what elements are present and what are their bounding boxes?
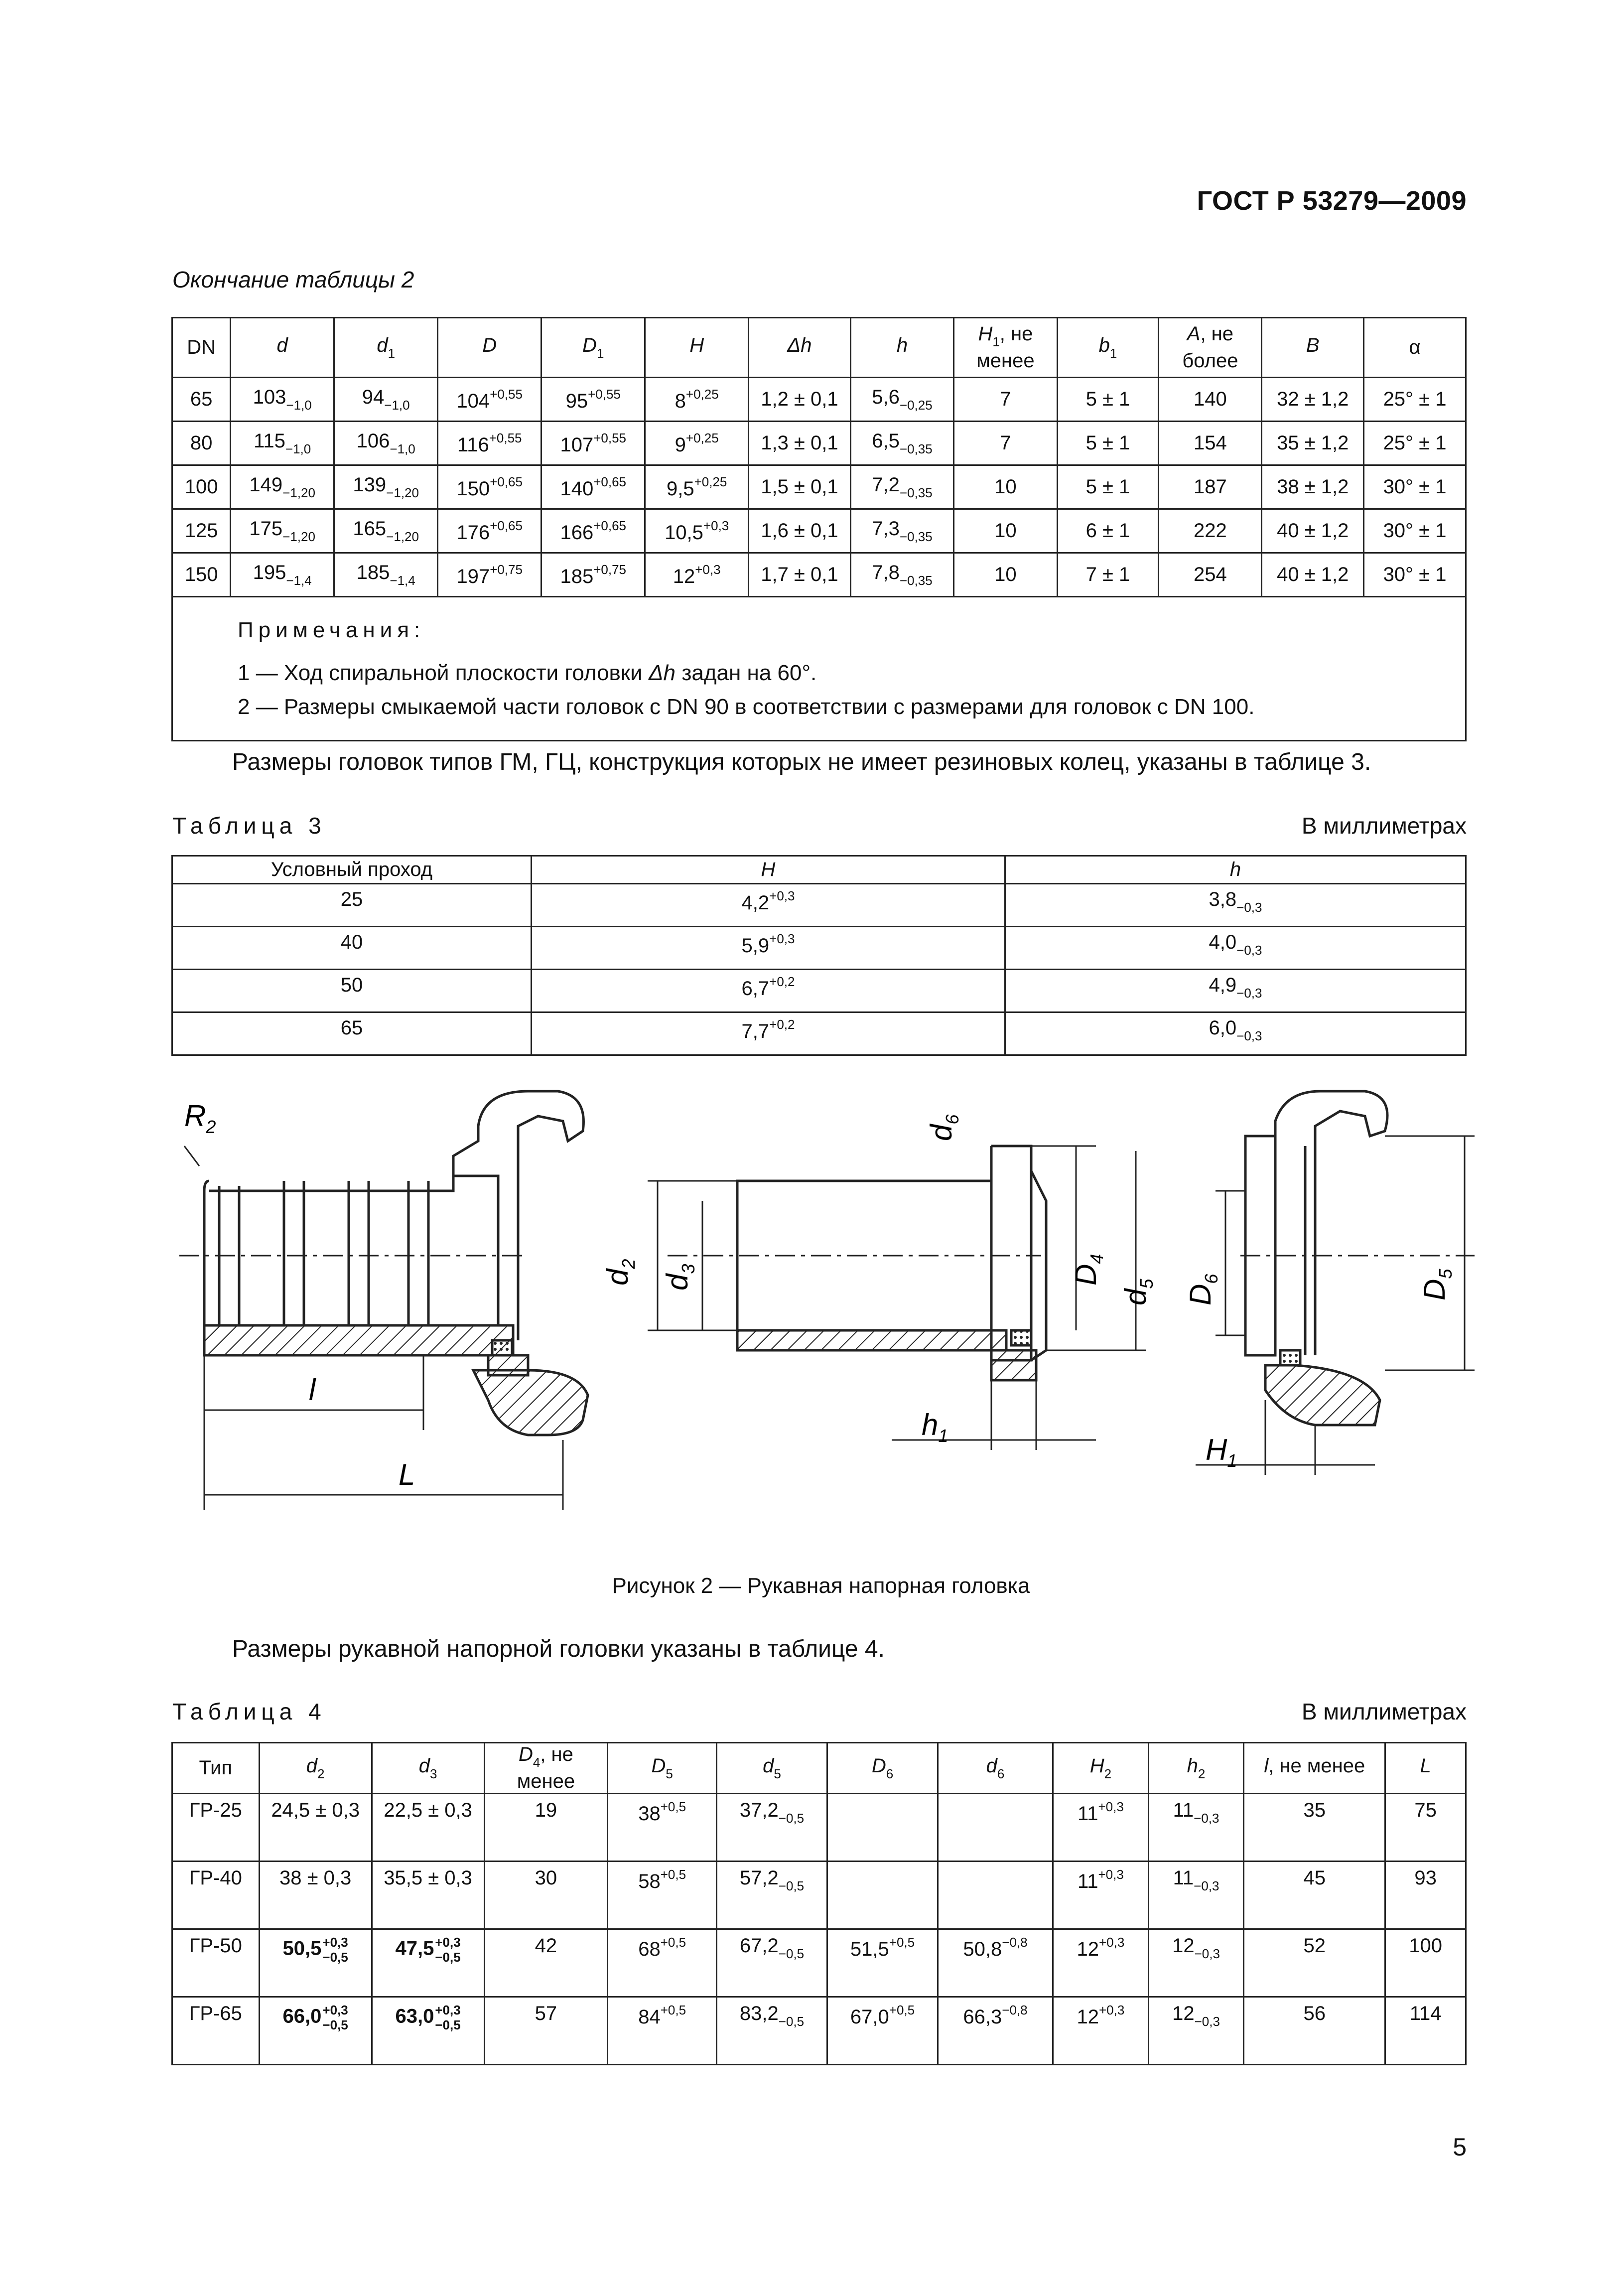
t4-header-8: $H_2$ bbox=[1053, 1743, 1149, 1794]
t2-header-3: D bbox=[438, 318, 541, 378]
cell-L: 114 bbox=[1385, 1997, 1466, 2065]
t3-header-dn: Условный проход bbox=[172, 856, 532, 884]
label-D5: $D_5$ bbox=[1418, 1269, 1456, 1300]
page-number: 5 bbox=[1453, 2133, 1467, 2161]
cell-l: 52 bbox=[1244, 1929, 1385, 1997]
view-middle bbox=[737, 1146, 1046, 1380]
cell-H1: 10 bbox=[954, 465, 1057, 509]
table-row bbox=[172, 884, 1466, 927]
cell-h2: $11_{-0,3}$ bbox=[1148, 1794, 1244, 1862]
cell-D1: $185^{+0,75}$ bbox=[541, 553, 645, 597]
cell-D5: $68^{+0,5}$ bbox=[608, 1929, 717, 1997]
label-h1: $h_1$ bbox=[922, 1408, 948, 1446]
cell-alpha: 30° ± 1 bbox=[1364, 509, 1466, 553]
cell-d3: 47,5 +0,3 −0,5 bbox=[372, 1929, 484, 1997]
cell-h: $4,9_{-0,3}$ bbox=[1005, 970, 1466, 1012]
cell-D4: 57 bbox=[484, 1997, 608, 2065]
label-d5: $d_5$ bbox=[1119, 1279, 1157, 1305]
t4-header-0: Тип bbox=[172, 1743, 260, 1794]
t3-header-H: H bbox=[532, 856, 1005, 884]
table-row bbox=[172, 553, 1466, 597]
cell-H: $10,5^{+0,3}$ bbox=[645, 509, 749, 553]
table-row bbox=[172, 1012, 1466, 1055]
cell-d6 bbox=[938, 1794, 1053, 1862]
cell-H2: $11^{+0,3}$ bbox=[1053, 1862, 1149, 1929]
cell-D5: $58^{+0,5}$ bbox=[608, 1862, 717, 1929]
cell-d2: 50,5 +0,3 −0,5 bbox=[259, 1929, 372, 1997]
cell-d6: $50,8^{-0,8}$ bbox=[938, 1929, 1053, 1997]
cell-d5: $83,2_{-0,5}$ bbox=[717, 1997, 827, 2065]
view-right bbox=[1245, 1091, 1387, 1425]
cell-d5: $37,2_{-0,5}$ bbox=[717, 1794, 827, 1862]
cell-dh: 1,5 ± 0,1 bbox=[749, 465, 851, 509]
table2-caption: Окончание таблицы 2 bbox=[172, 267, 414, 292]
cell-alpha: 30° ± 1 bbox=[1364, 465, 1466, 509]
cell-B: 32 ± 1,2 bbox=[1262, 378, 1364, 422]
cell-H: $9,5^{+0,25}$ bbox=[645, 465, 749, 509]
cell-b1: 6 ± 1 bbox=[1057, 509, 1159, 553]
table-row bbox=[172, 1929, 1466, 1997]
cell-H1: 10 bbox=[954, 509, 1057, 553]
cell-D6 bbox=[827, 1794, 938, 1862]
table2-notes-row bbox=[172, 597, 1466, 741]
t3-header-h: h bbox=[1005, 856, 1466, 884]
cell-H2: $11^{+0,3}$ bbox=[1053, 1794, 1149, 1862]
label-R2: $R_2$ bbox=[184, 1099, 216, 1137]
cell-B: 40 ± 1,2 bbox=[1262, 553, 1364, 597]
t4-header-4: $D_5$ bbox=[608, 1743, 717, 1794]
cell-d6 bbox=[938, 1862, 1053, 1929]
cell-d1: $139_{-1,20}$ bbox=[334, 465, 438, 509]
table4 bbox=[171, 1742, 1467, 2065]
table-row bbox=[172, 970, 1466, 1012]
table4-header-row bbox=[172, 1743, 1466, 1794]
cell-dn: 100 bbox=[172, 465, 231, 509]
cell-d: $149_{-1,20}$ bbox=[231, 465, 334, 509]
cell-d1: $106_{-1,0}$ bbox=[334, 422, 438, 465]
cell-type: ГР-40 bbox=[172, 1862, 260, 1929]
cell-h: $4,0_{-0,3}$ bbox=[1005, 927, 1466, 970]
cell-h: $3,8_{-0,3}$ bbox=[1005, 884, 1466, 927]
cell-type: ГР-65 bbox=[172, 1997, 260, 2065]
cell-d2: 66,0 +0,3 −0,5 bbox=[259, 1997, 372, 2065]
cell-h: $6,5_{-0,35}$ bbox=[850, 422, 954, 465]
table-row bbox=[172, 1997, 1466, 2065]
cell-H1: 7 bbox=[954, 378, 1057, 422]
cell-H1: 10 bbox=[954, 553, 1057, 597]
cell-d2: 38 ± 0,3 bbox=[259, 1862, 372, 1929]
cell-dn: 65 bbox=[172, 378, 231, 422]
cell-D6: $51,5^{+0,5}$ bbox=[827, 1929, 938, 1997]
cell-D1: $166^{+0,65}$ bbox=[541, 509, 645, 553]
cell-D1: $107^{+0,55}$ bbox=[541, 422, 645, 465]
cell-d: $115_{-1,0}$ bbox=[231, 422, 334, 465]
cell-l: 35 bbox=[1244, 1794, 1385, 1862]
cell-B: 35 ± 1,2 bbox=[1262, 422, 1364, 465]
cell-dn: 40 bbox=[172, 927, 532, 970]
label-L: L bbox=[399, 1458, 415, 1491]
cell-D: $116^{+0,55}$ bbox=[438, 422, 541, 465]
t4-header-1: $d_2$ bbox=[259, 1743, 372, 1794]
t4-header-10: l, не менее bbox=[1244, 1743, 1385, 1794]
label-D4: $D_4$ bbox=[1069, 1254, 1107, 1286]
cell-D: $197^{+0,75}$ bbox=[438, 553, 541, 597]
figure-hose-head-drawing bbox=[169, 1071, 1485, 1560]
cell-D5: $84^{+0,5}$ bbox=[608, 1997, 717, 2065]
t2-header-6: Δh bbox=[749, 318, 851, 378]
cell-H: $6,7^{+0,2}$ bbox=[532, 970, 1005, 1012]
cell-b1: 5 ± 1 bbox=[1057, 465, 1159, 509]
t2-header-12: α bbox=[1364, 318, 1466, 378]
t4-header-5: $d_5$ bbox=[717, 1743, 827, 1794]
paragraph-table4-intro: Размеры рукавной напорной головки указаны в таблице 4. bbox=[232, 1636, 885, 1662]
cell-A: 140 bbox=[1159, 378, 1262, 422]
cell-A: 154 bbox=[1159, 422, 1262, 465]
cell-dn: 125 bbox=[172, 509, 231, 553]
table-row bbox=[172, 378, 1466, 422]
cell-H: $9^{+0,25}$ bbox=[645, 422, 749, 465]
cell-L: 100 bbox=[1385, 1929, 1466, 1997]
t2-header-9: $b_1$ bbox=[1057, 318, 1159, 378]
cell-dn: 65 bbox=[172, 1012, 532, 1055]
t2-header-11: B bbox=[1262, 318, 1364, 378]
cell-d: $175_{-1,20}$ bbox=[231, 509, 334, 553]
note-2: 2 — Размеры смыкаемой части головок с DN 90 в соответствии с размерами для головок с DN 100. bbox=[238, 695, 1255, 719]
cell-A: 254 bbox=[1159, 553, 1262, 597]
t4-header-9: $h_2$ bbox=[1148, 1743, 1244, 1794]
label-d2: $d_2$ bbox=[601, 1259, 639, 1286]
cell-L: 93 bbox=[1385, 1862, 1466, 1929]
cell-l: 56 bbox=[1244, 1997, 1385, 2065]
cell-dn: 80 bbox=[172, 422, 231, 465]
cell-type: ГР-25 bbox=[172, 1794, 260, 1862]
label-H1: $H_1$ bbox=[1206, 1433, 1237, 1471]
cell-alpha: 25° ± 1 bbox=[1364, 422, 1466, 465]
t2-header-5: H bbox=[645, 318, 749, 378]
table2 bbox=[171, 317, 1467, 741]
cell-dh: 1,6 ± 0,1 bbox=[749, 509, 851, 553]
t4-header-3: $D_4$, не менее bbox=[484, 1743, 608, 1794]
cell-dh: 1,3 ± 0,1 bbox=[749, 422, 851, 465]
cell-H: $8^{+0,25}$ bbox=[645, 378, 749, 422]
cell-d1: $165_{-1,20}$ bbox=[334, 509, 438, 553]
table2-header-row bbox=[172, 318, 1466, 378]
cell-h: $7,8_{-0,35}$ bbox=[850, 553, 954, 597]
t2-header-1: d bbox=[231, 318, 334, 378]
t2-header-8: $H_1$, не менее bbox=[954, 318, 1057, 378]
table-row bbox=[172, 422, 1466, 465]
paragraph-table3-intro: Размеры головок типов ГМ, ГЦ, конструкция которых не имеет резиновых колец, указаны в таблице 3. bbox=[232, 749, 1371, 775]
cell-B: 38 ± 1,2 bbox=[1262, 465, 1364, 509]
cell-l: 45 bbox=[1244, 1862, 1385, 1929]
cell-alpha: 30° ± 1 bbox=[1364, 553, 1466, 597]
t2-header-7: h bbox=[850, 318, 954, 378]
cell-H: $12^{+0,3}$ bbox=[645, 553, 749, 597]
cell-D: $176^{+0,65}$ bbox=[438, 509, 541, 553]
cell-d: $103_{-1,0}$ bbox=[231, 378, 334, 422]
cell-H2: $12^{+0,3}$ bbox=[1053, 1929, 1149, 1997]
view-left bbox=[189, 1091, 588, 1560]
t4-header-2: $d_3$ bbox=[372, 1743, 484, 1794]
label-D6: $D_6$ bbox=[1184, 1274, 1221, 1305]
cell-h: $5,6_{-0,25}$ bbox=[850, 378, 954, 422]
table2-notes bbox=[172, 597, 1466, 741]
document-code: ГОСТ Р 53279—2009 bbox=[1197, 186, 1467, 216]
note-1: 1 — Ход спиральной плоскости головки Δh задан на 60°. bbox=[238, 661, 817, 685]
cell-d1: $94_{-1,0}$ bbox=[334, 378, 438, 422]
label-d6-middle: $d_6$ bbox=[925, 1114, 962, 1141]
table-row bbox=[172, 1862, 1466, 1929]
t2-header-2: $d_1$ bbox=[334, 318, 438, 378]
cell-type: ГР-50 bbox=[172, 1929, 260, 1997]
cell-dh: 1,2 ± 0,1 bbox=[749, 378, 851, 422]
cell-H: $7,7^{+0,2}$ bbox=[532, 1012, 1005, 1055]
cell-D6 bbox=[827, 1862, 938, 1929]
cell-d5: $67,2_{-0,5}$ bbox=[717, 1929, 827, 1997]
t2-header-4: $D_1$ bbox=[541, 318, 645, 378]
cell-D4: 30 bbox=[484, 1862, 608, 1929]
dimensions-middle bbox=[648, 1146, 1146, 1450]
cell-d5: $57,2_{-0,5}$ bbox=[717, 1862, 827, 1929]
cell-b1: 5 ± 1 bbox=[1057, 378, 1159, 422]
cell-D: $150^{+0,65}$ bbox=[438, 465, 541, 509]
label-d3: $d_3$ bbox=[661, 1264, 698, 1291]
cell-D: $104^{+0,55}$ bbox=[438, 378, 541, 422]
cell-b1: 7 ± 1 bbox=[1057, 553, 1159, 597]
table3 bbox=[171, 855, 1467, 1056]
cell-d2: 24,5 ± 0,3 bbox=[259, 1794, 372, 1862]
cell-d: $195_{-1,4}$ bbox=[231, 553, 334, 597]
cell-d1: $185_{-1,4}$ bbox=[334, 553, 438, 597]
figure-caption: Рисунок 2 — Рукавная напорная головка bbox=[612, 1574, 1030, 1598]
cell-H1: 7 bbox=[954, 422, 1057, 465]
cell-h: $7,3_{-0,35}$ bbox=[850, 509, 954, 553]
table4-units: В миллиметрах bbox=[1301, 1699, 1467, 1724]
cell-alpha: 25° ± 1 bbox=[1364, 378, 1466, 422]
label-l: l bbox=[309, 1373, 316, 1407]
cell-h: $6,0_{-0,3}$ bbox=[1005, 1012, 1466, 1055]
table-row bbox=[172, 927, 1466, 970]
cell-h2: $12_{-0,3}$ bbox=[1148, 1929, 1244, 1997]
cell-D1: $95^{+0,55}$ bbox=[541, 378, 645, 422]
cell-A: 222 bbox=[1159, 509, 1262, 553]
cell-d3: 22,5 ± 0,3 bbox=[372, 1794, 484, 1862]
cell-D4: 42 bbox=[484, 1929, 608, 1997]
cell-d6: $66,3^{-0,8}$ bbox=[938, 1997, 1053, 2065]
cell-dn: 150 bbox=[172, 553, 231, 597]
cell-H: $4,2^{+0,3}$ bbox=[532, 884, 1005, 927]
cell-D5: $38^{+0,5}$ bbox=[608, 1794, 717, 1862]
cell-D6: $67,0^{+0,5}$ bbox=[827, 1997, 938, 2065]
cell-h2: $11_{-0,3}$ bbox=[1148, 1862, 1244, 1929]
cell-b1: 5 ± 1 bbox=[1057, 422, 1159, 465]
table3-units: В миллиметрах bbox=[1301, 813, 1467, 839]
t2-header-10: A, не более bbox=[1159, 318, 1262, 378]
cell-L: 75 bbox=[1385, 1794, 1466, 1862]
table3-label: Таблица 3 bbox=[172, 813, 326, 839]
notes-title: Примечания: bbox=[238, 618, 425, 642]
cell-dn: 25 bbox=[172, 884, 532, 927]
table-row bbox=[172, 1794, 1466, 1862]
table-row bbox=[172, 509, 1466, 553]
cell-h2: $12_{-0,3}$ bbox=[1148, 1997, 1244, 2065]
t4-header-7: $d_6$ bbox=[938, 1743, 1053, 1794]
t4-header-11: L bbox=[1385, 1743, 1466, 1794]
table3-header-row bbox=[172, 856, 1466, 884]
table4-label: Таблица 4 bbox=[172, 1699, 326, 1724]
cell-dn: 50 bbox=[172, 970, 532, 1012]
cell-A: 187 bbox=[1159, 465, 1262, 509]
cell-D1: $140^{+0,65}$ bbox=[541, 465, 645, 509]
cell-H: $5,9^{+0,3}$ bbox=[532, 927, 1005, 970]
t2-header-0: DN bbox=[172, 318, 231, 378]
cell-D4: 19 bbox=[484, 1794, 608, 1862]
cell-h: $7,2_{-0,35}$ bbox=[850, 465, 954, 509]
cell-d3: 35,5 ± 0,3 bbox=[372, 1862, 484, 1929]
cell-dh: 1,7 ± 0,1 bbox=[749, 553, 851, 597]
cell-H2: $12^{+0,3}$ bbox=[1053, 1997, 1149, 2065]
cell-d3: 63,0 +0,3 −0,5 bbox=[372, 1997, 484, 2065]
t4-header-6: $D_6$ bbox=[827, 1743, 938, 1794]
table-row bbox=[172, 465, 1466, 509]
cell-B: 40 ± 1,2 bbox=[1262, 509, 1364, 553]
